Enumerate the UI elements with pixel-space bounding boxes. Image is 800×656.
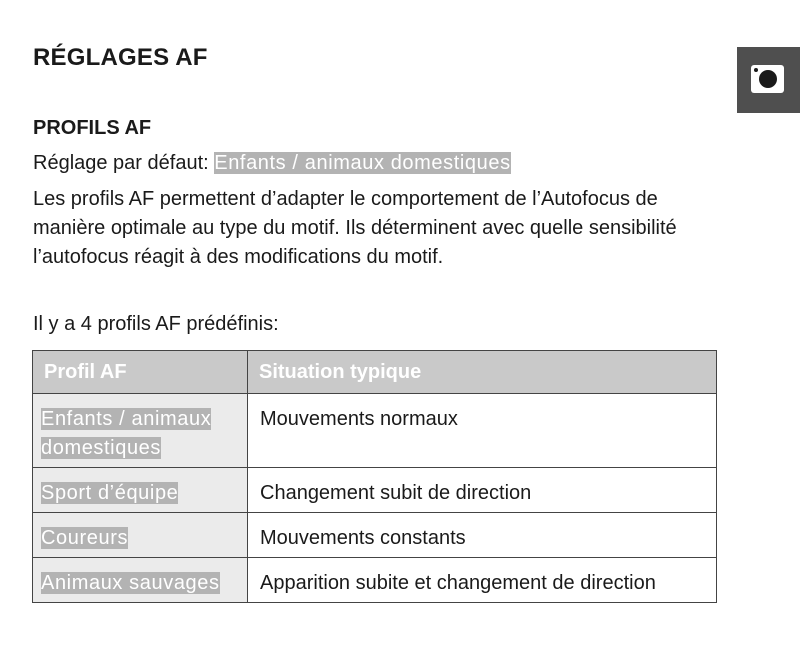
header-profile: Profil AF [33,351,248,394]
default-setting-line [33,152,511,175]
table-row [33,394,717,468]
camera-flash-dot [754,68,758,72]
profile-cell [33,513,248,558]
profiles-intro: Il y a 4 profils AF prédéfinis: [33,313,279,335]
situation-cell: Changement subit de direction [248,468,717,513]
camera-lens [759,70,777,88]
table-header-row [33,351,717,394]
situation-cell: Apparition subite et changement de direction [248,558,717,603]
situation-cell: Mouvements normaux [248,394,717,468]
situation-cell: Mouvements constants [248,513,717,558]
profile-cell [33,468,248,513]
profile-name[interactable]: Sport d’équipe [41,482,179,504]
default-setting-label: Réglage par défaut: [33,152,209,174]
table-row [33,558,717,603]
default-setting-value[interactable]: Enfants / animaux domestiques [214,152,511,174]
profile-name[interactable]: Animaux sauvages [41,572,220,594]
profile-name[interactable]: Coureurs [41,527,129,549]
page-title: RÉGLAGES AF [33,44,208,71]
description-paragraph: Les profils AF permettent d’adapter le comportement de l’Autofocus de manière optimale au type du motif. Ils déterminent avec quelle sensibilité l’autofocus réagit à des modifications du motif. [33,188,677,268]
camera-icon [751,65,784,93]
chapter-tab[interactable] [737,47,800,113]
profile-name[interactable]: Enfants / animaux domestiques [41,408,212,459]
section-title: PROFILS AF [33,117,152,139]
table-row [33,513,717,558]
af-profiles-table [32,350,717,603]
profile-cell [33,394,248,468]
header-situation: Situation typique [248,351,717,394]
profile-cell [33,558,248,603]
table-row [33,468,717,513]
